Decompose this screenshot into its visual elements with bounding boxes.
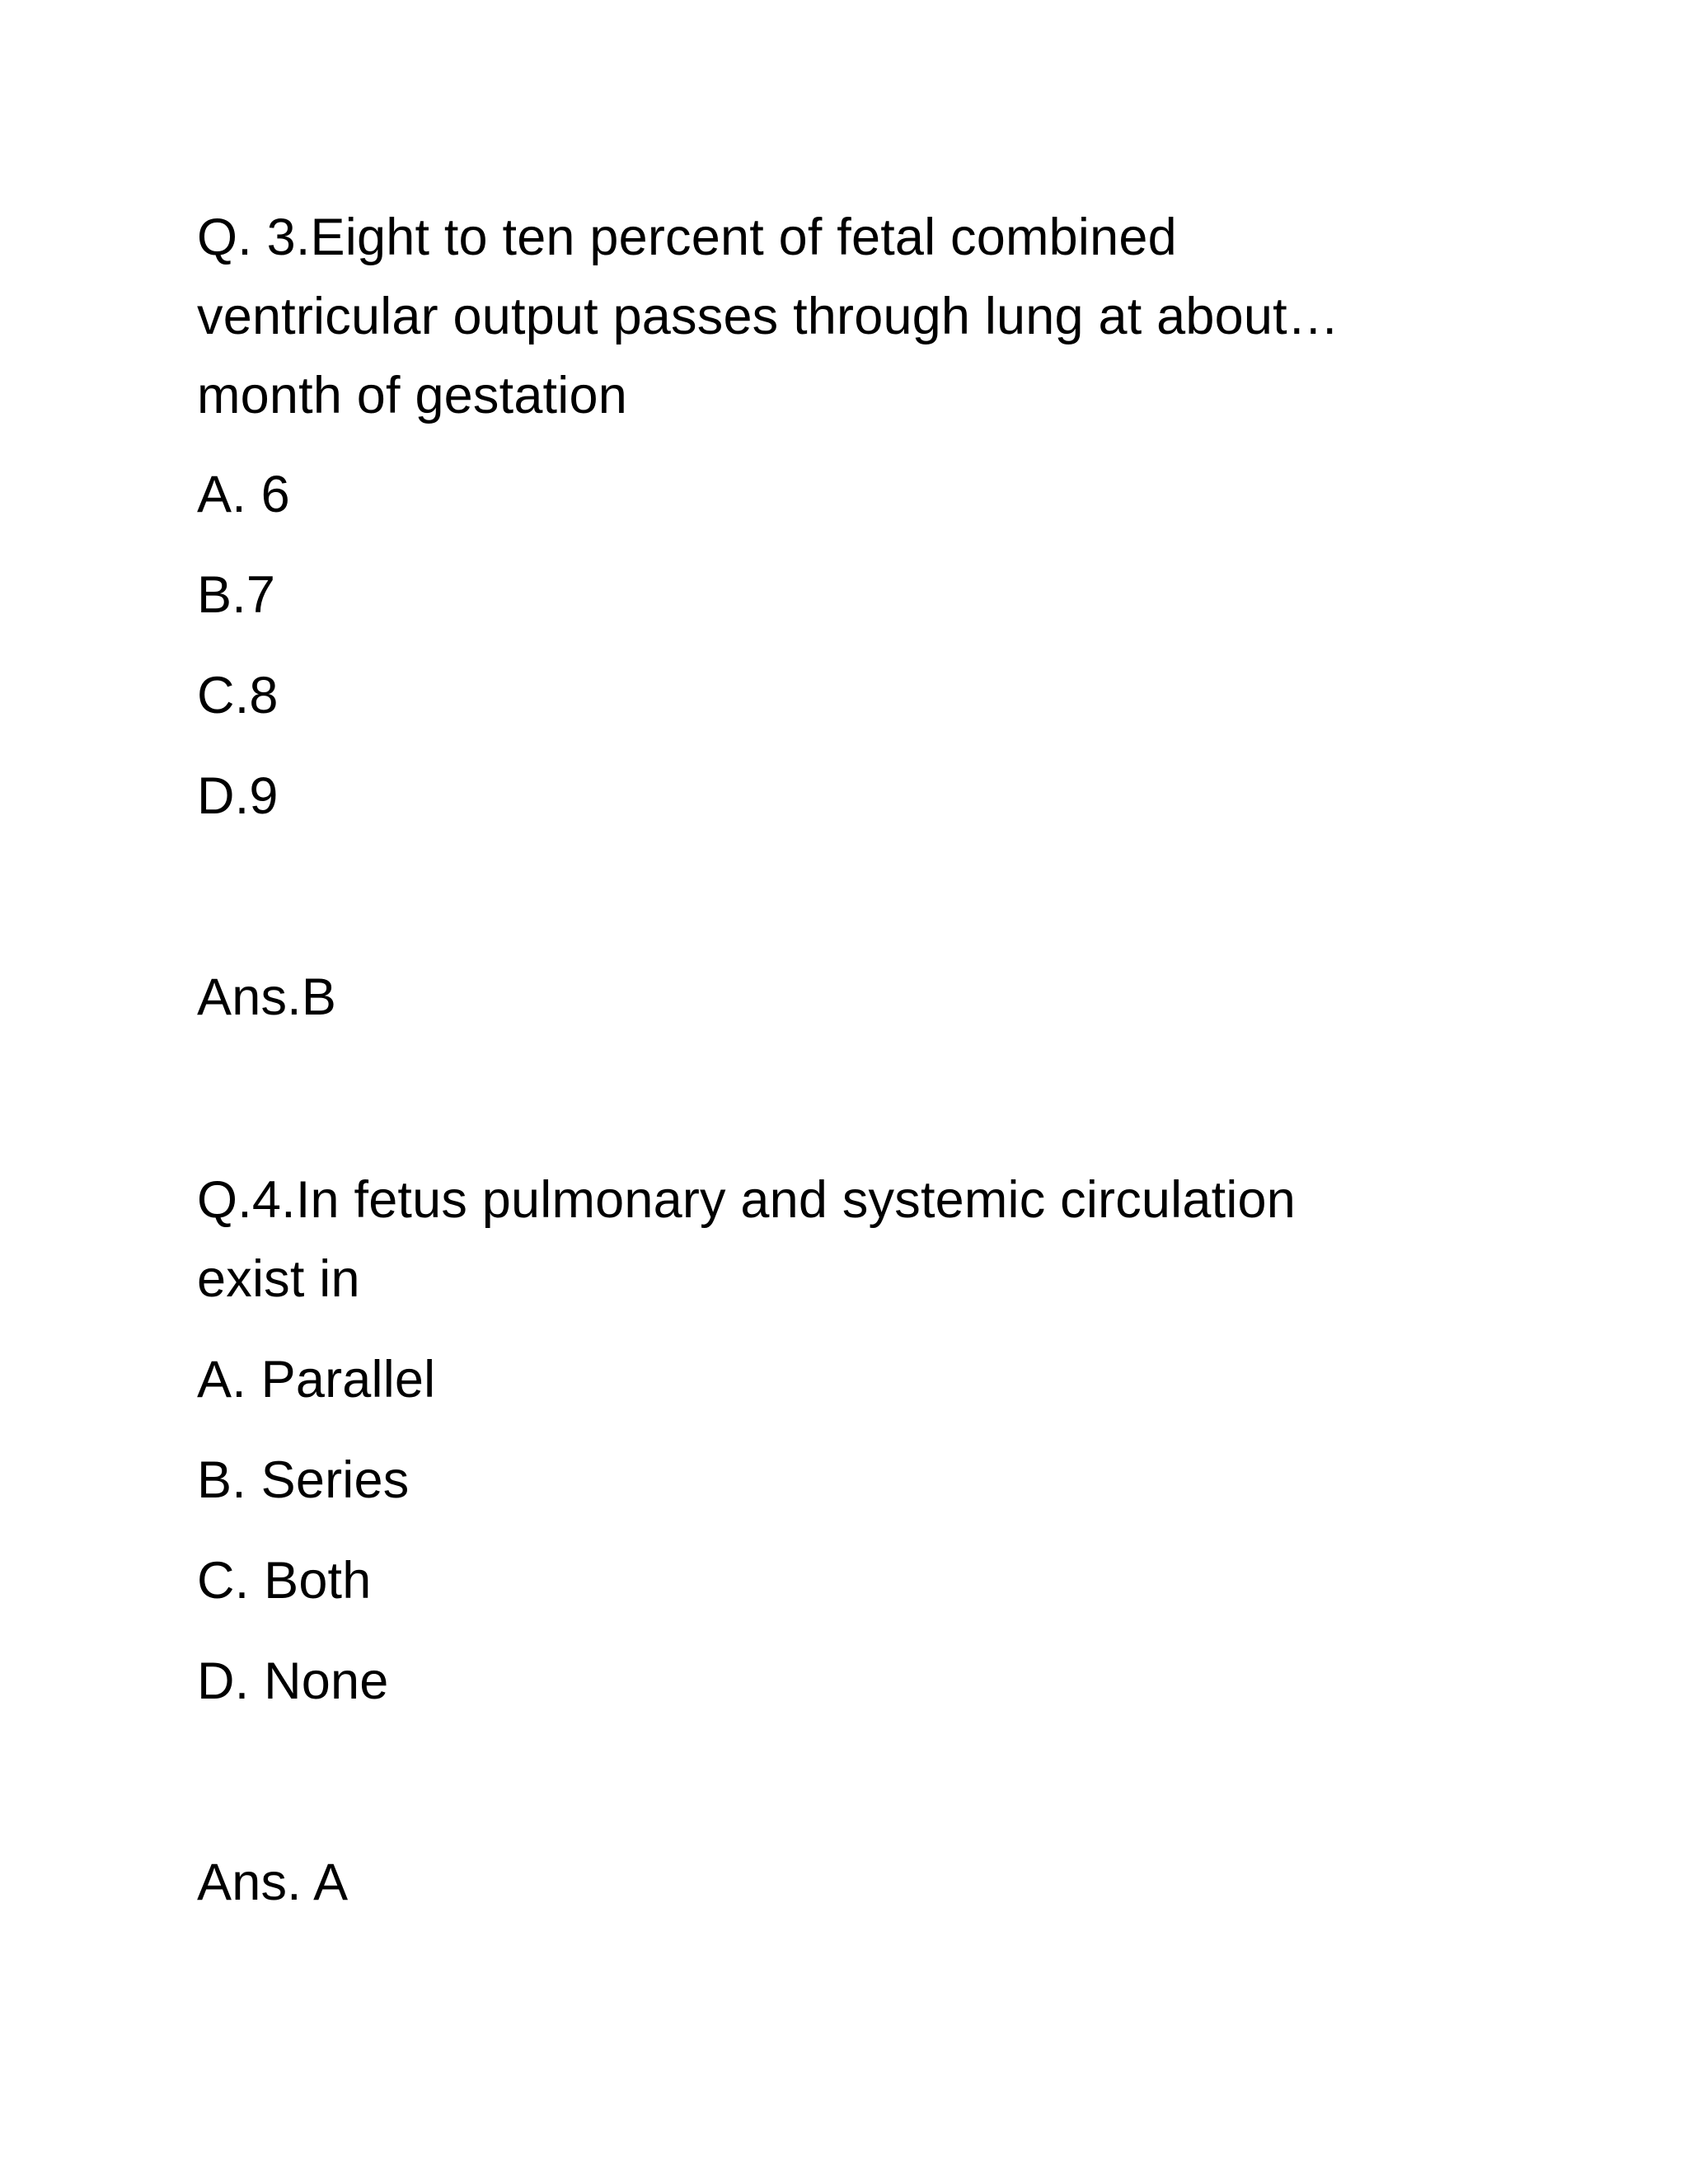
question-4-option-b: B. Series: [197, 1451, 410, 1509]
question-4-text-line-2: exist in: [197, 1250, 360, 1308]
question-3-option-d: D.9: [197, 767, 279, 825]
question-3-answer: Ans.B: [197, 968, 337, 1026]
question-4-option-d: D. None: [197, 1652, 389, 1710]
question-3-text-line-1: Q. 3.Eight to ten percent of fetal combined: [197, 209, 1177, 266]
question-4-text-line-1: Q.4.In fetus pulmonary and systemic circulation: [197, 1171, 1296, 1229]
question-3-option-b: B.7: [197, 566, 276, 624]
question-3-text-line-3: month of gestation: [197, 367, 627, 424]
question-3-option-c: C.8: [197, 667, 279, 724]
question-4-option-c: C. Both: [197, 1552, 372, 1610]
question-4-answer: Ans. A: [197, 1854, 349, 1911]
question-3-text-line-2: ventricular output passes through lung at about…: [197, 288, 1339, 345]
question-3-option-a: A. 6: [197, 466, 290, 523]
question-4-option-a: A. Parallel: [197, 1351, 436, 1408]
